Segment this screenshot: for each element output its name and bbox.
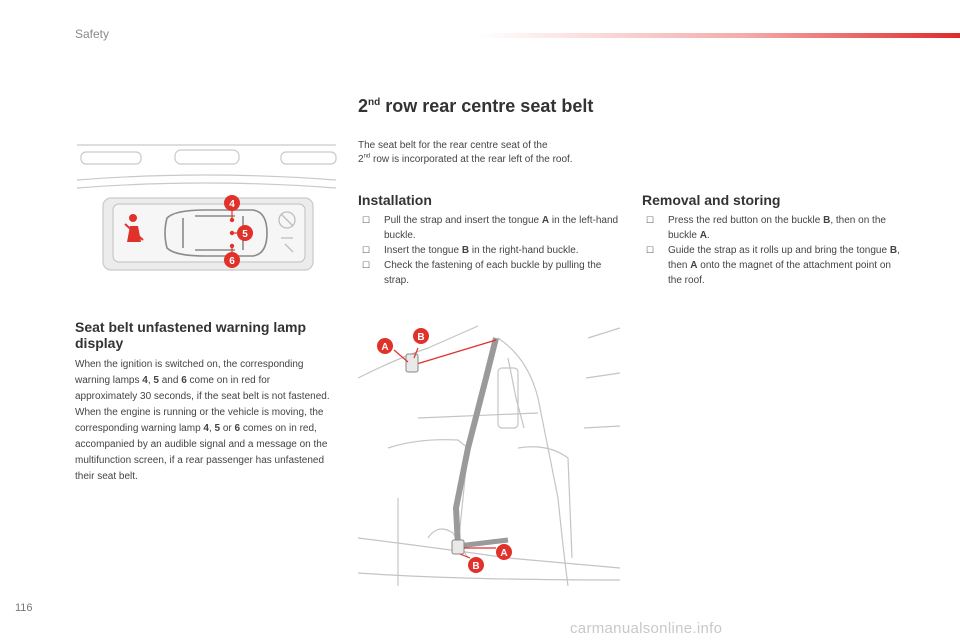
- step-bold: B: [461, 245, 470, 256]
- warning-paragraph-1: When the ignition is switched on, the corresponding warning lamps 4, 5 and 6 come on in red for approximately 30 seconds, if the seat belt is not fastened.: [75, 359, 330, 402]
- step-text: in the right-hand buckle.: [469, 245, 579, 256]
- step-bold: B: [889, 245, 898, 256]
- intro-ordinal: 2: [358, 154, 364, 165]
- intro-line-1: The seat belt for the rear centre seat of the: [358, 140, 548, 151]
- check-bullet-icon: ☐: [646, 245, 655, 255]
- intro-ordinal-suffix: nd: [363, 153, 371, 160]
- step-text: onto the magnet of the attachment point on the roof.: [668, 260, 891, 286]
- step-text: .: [706, 230, 710, 241]
- step-text: Pull the strap and insert the tongue: [384, 215, 542, 226]
- callout-label: A: [500, 548, 508, 559]
- callout-label: B: [472, 561, 480, 572]
- check-bullet-icon: ☐: [362, 245, 371, 255]
- check-bullet-icon: ☐: [362, 215, 371, 225]
- callout-label: A: [381, 342, 389, 353]
- title-text: row rear centre seat belt: [385, 96, 594, 116]
- callout-label: 6: [229, 256, 235, 267]
- installation-steps: [360, 213, 622, 288]
- installation-heading: Installation: [358, 192, 432, 208]
- seat-belt-strap: [456, 338, 496, 546]
- step-bold: A: [541, 215, 550, 226]
- callout-label: 5: [242, 229, 248, 240]
- rear-seat-belt-illustration: [358, 318, 620, 586]
- title-ordinal: 2: [358, 96, 369, 116]
- step-text: , then on the buckle: [668, 215, 886, 241]
- step-text: Check the fastening of each buckle by pulling the strap.: [384, 260, 602, 286]
- step-text: Press the red button on the buckle: [668, 215, 824, 226]
- removal-heading: Removal and storing: [642, 192, 781, 208]
- warning-lamp-panel-illustration: [75, 140, 338, 280]
- title-ordinal-suffix: nd: [368, 97, 381, 108]
- header-section-label: Safety: [75, 27, 110, 41]
- step-bold: A: [699, 230, 707, 241]
- watermark: carmanualsonline.info: [570, 620, 723, 637]
- list-item: [644, 243, 906, 288]
- list-item: [644, 213, 906, 243]
- step-text: , then: [668, 245, 900, 271]
- callout-label: 4: [229, 199, 235, 210]
- warning-description: [75, 357, 335, 485]
- warning-heading: Seat belt unfastened warning lamp display: [75, 319, 307, 351]
- intro-line-2: row is incorporated at the rear left of the roof.: [373, 154, 573, 165]
- removal-steps: [644, 213, 906, 288]
- callout-label: B: [417, 332, 425, 343]
- page-title: [358, 96, 593, 117]
- list-item: [360, 243, 622, 258]
- step-text: in the left-hand buckle.: [384, 215, 619, 241]
- check-bullet-icon: ☐: [646, 215, 655, 225]
- step-text: Guide the strap as it rolls up and bring the tongue: [668, 245, 890, 256]
- step-bold: A: [690, 260, 698, 271]
- step-text: Insert the tongue: [384, 245, 462, 256]
- check-bullet-icon: ☐: [362, 260, 371, 270]
- callout-b-bottom: [460, 554, 484, 573]
- list-item: [360, 213, 622, 243]
- intro-paragraph: [358, 139, 628, 167]
- callout-b-top: [413, 328, 429, 358]
- header-accent-bar: [480, 33, 960, 38]
- callout-a-top: [377, 338, 408, 362]
- page-number: 116: [15, 602, 33, 614]
- step-bold: B: [823, 215, 831, 226]
- list-item: [360, 258, 622, 288]
- warning-paragraph-2: When the engine is running or the vehicle is moving, the corresponding warning lamp 4, 5 or 6 comes on in red, accompanied by an audible signal and a message on the multifunction screen, if a rear passenger has unfastened their seat belt.: [75, 407, 328, 482]
